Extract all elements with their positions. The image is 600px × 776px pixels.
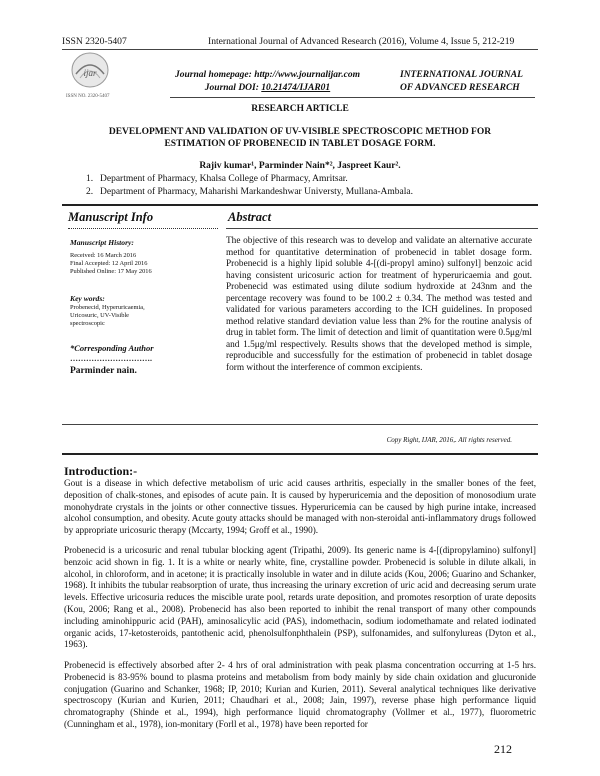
journal-name-line1: INTERNATIONAL JOURNAL [400,70,523,80]
department-1 [86,174,93,184]
article-title [62,126,538,150]
doi-link[interactable]: 10.21474/IJAR01 [261,83,331,93]
department-1-num: 1. [86,174,94,184]
corresponding-dots: …………………………. [70,354,152,363]
title-line-2: ESTIMATION OF PROBENECID IN TABLET DOSAGE FORM. [164,139,436,149]
section-bottom-rule [62,453,538,455]
department-2-num: 2. [86,187,94,197]
keywords-line-1: Probenecid, Hyperuricaemia, [70,304,145,311]
abstract-text: The objective of this research was to develop and validate an alternative accurate method for quantitative determination of probenecid in tablet dosage form. Probenecid is a highly lipid soluble 4-[(di-propyl amino) sulfonyl] benzoic acid having consistent uricosuric action for treatment of hyperuricaemia and gout. Probenecid was estimated using dilute sodium hydroxide at 243nm and the percentage recovery was found to be 100.2 ± 0.34. The method was tested and validated for various parameters according to the ICH guidelines. In proposed method relative standard deviation value less than 2% for the routine analysis of drug in tablet form. The limit of detection and limit of quantitation were 0.5μg/ml and 1.5μg/ml respectively. Results shows that the developed method is simple, reproducible and successfully for the estimation of probenecid in tablet dosage form without the interference of common excipients. [226,236,532,373]
journal-name-line2: OF ADVANCED RESEARCH [400,83,520,93]
final-accepted-date: Final Accepted: 12 April 2016 [70,260,148,268]
ijar-logo-icon [70,50,110,90]
journal-citation-header: International Journal of Advanced Research (2016), Volume 4, Issue 5, 212-219 [208,36,515,47]
logo-text: ijar [83,68,97,78]
manuscript-dates [70,252,152,277]
svg-text:ijar [83,68,97,78]
department-2 [86,187,93,197]
authors: Rajiv kumar¹, Parminder Nain*², Jaspreet Kaur². [199,161,401,171]
copyright-notice: Copy Right, IJAR, 2016,. All rights reserved. [386,436,512,444]
journal-rule [170,97,535,98]
section-top-rule [62,204,538,206]
received-date: Received: 16 March 2016 [70,252,137,259]
manuscript-dotted-rule [68,228,218,229]
published-date: Published Online: 17 May 2016 [70,268,152,276]
paragraph-1: Gout is a disease in which defective metabolism of uric acid causes arthritis, especially in the smaller bones of the feet, deposition of chalk-stones, and episodes of acute pain. It is caused by hyperuricemia and the deposition of monosodium urate monohydrate crystals in the joints or other connective tissues. Hyperuricemia can be caused by high purine intake, increased alcohol consumption, and obesity. Acute gouty attacks should be managed with non-steroidal anti-inflammatory drugs followed by appropriate uricosuric therapy (Mccarty, 1994; Groff et al., 1990). [64,478,536,536]
abstract-rule [226,228,538,229]
journal-homepage [170,70,365,80]
homepage-link[interactable]: http://www.journalijar.com [254,70,360,80]
title-line-1: DEVELOPMENT AND VALIDATION OF UV-VISIBLE SPECTROSCOPIC METHOD FOR [108,127,492,137]
logo-issn: ISSN NO. 2320-5407 [66,94,110,99]
corresponding-author-name: Parminder nain. [70,366,137,376]
manuscript-info-heading: Manuscript Info [68,210,154,224]
copyright-top-rule [62,424,538,425]
journal-doi [170,83,365,93]
department-1-text: Department of Pharmacy, Khalsa College of Pharmacy, Amritsar. [100,174,348,184]
department-2-text: Department of Pharmacy, Maharishi Markandeshwar Universty, Mullana-Ambala. [100,187,413,197]
corresponding-author-label: *Corresponding Author [70,343,154,353]
page-number: 212 [494,742,512,756]
header-rule [62,49,538,50]
paragraph-3: Probenecid is effectively absorbed after 2- 4 hrs of oral administration with peak plasma concentration occurring at 1-5 hrs. Probenecid is 83-95% bound to plasma proteins and metabolism from body mainly by side chain oxidation and glucuronide conjugation (Guarino and Schanker, 1968; IP, 2010; Kurian and Kurien, 2011). Several analytical techniques like derivative spectroscopy (Kurian and Kurien, 2011; Chaudhari et al., 2008; Jain, 1997), reverse phase high performance liquid chromatography (Shinde et al., 1994), high performance liquid chromatography (Vollmer et al., 1977), fluorometric (Cunningham et al., 1978), ion-monitary (Forll et al., 1978) have been reported for [64,660,536,729]
keywords-line-2: Uricosuric, UV-Visible [70,312,130,320]
keywords [70,304,145,329]
introduction-heading: Introduction:- [64,464,138,478]
keywords-label: Key words: [70,294,105,303]
paragraph-2: Probenecid is a uricosuric and renal tubular blocking agent (Tripathi, 2009). Its generic name is 4-[(dipropylamino) sulfonyl] benzoic acid shown in fig. 1. It is a white or nearly white, fine, crystalline powder. Probenecid is soluble in dilute alkali, in alcohol, in chloroform, and in acetone; it is practically insoluble in water and in dilute acids (Kou, 2006; Guarino and Schanker, 1968). It inhibits the tubular reabsorption of urate, thus increasing the urinary excretion of uric acid and decreasing serum urate levels. Effective uricosuria reduces the miscible urate pool, retards urate deposition, and promotes resorption of urate deposits (Kou, 2006; Rang et al., 2008). Probenecid has also been reported to inhibit the renal transport of many other compounds including aminohippuric acid (PAH), aminosalicylic acid (PAS), indomethacin, sodium iodomethamate and related iodinated organic acids, 17-ketosteroids, pantothenic acid, phenolsulfonphthalein (PSP), sulfonamides, and sulfonylureas (Dyton et al., 1963). [64,545,536,650]
homepage-label: Journal homepage: [175,70,252,80]
manuscript-history-label: Manuscript History: [70,238,134,247]
article-type: RESEARCH ARTICLE [251,104,349,114]
abstract-heading: Abstract [228,210,272,224]
keywords-line-3: spectroscopic [70,320,105,328]
doi-label: Journal DOI: [204,83,259,93]
issn-header: ISSN 2320-5407 [62,36,127,47]
